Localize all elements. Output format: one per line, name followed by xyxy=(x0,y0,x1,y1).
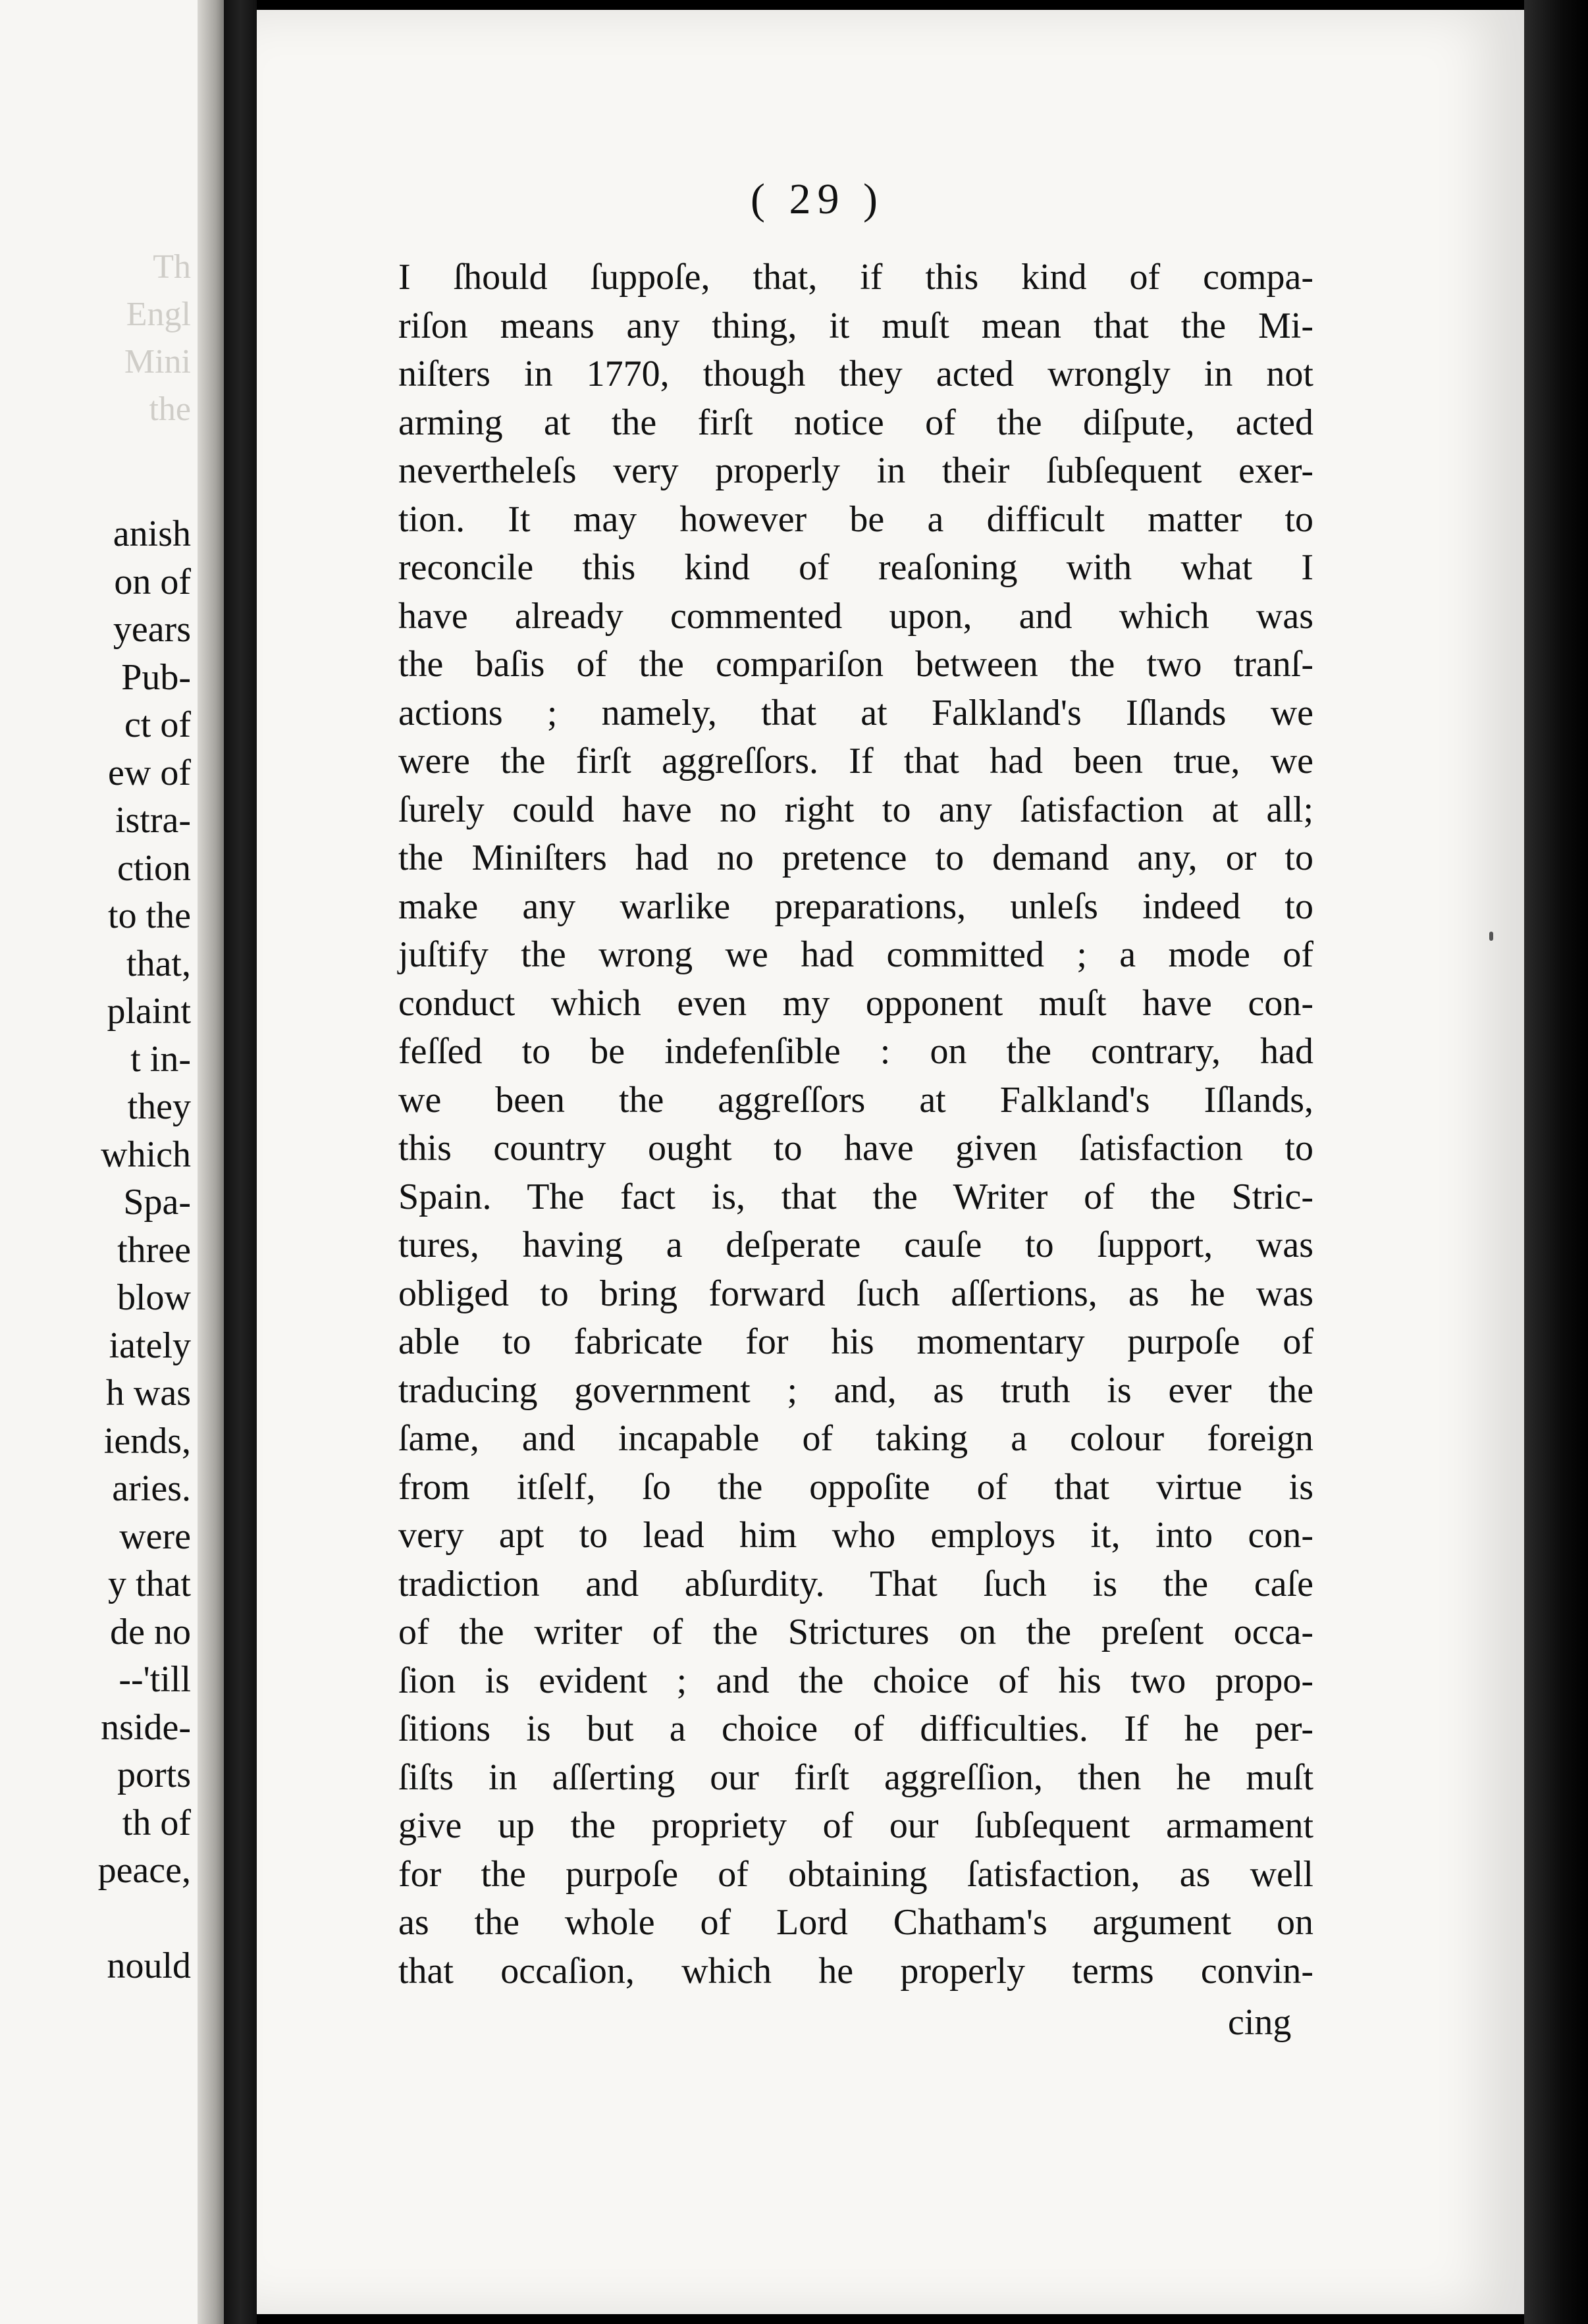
left-line: blow xyxy=(117,1277,191,1318)
left-line: that, xyxy=(126,943,191,984)
left-page-faint-fragments xyxy=(0,244,198,433)
text-line: as the whole of Lord Chatham's argument on xyxy=(398,1902,1313,1943)
text-line: reconcile this kind of reaſoning with what I xyxy=(398,547,1313,588)
text-line: conduct which even my opponent muſt have con- xyxy=(398,982,1313,1024)
text-line: the Miniſters had no pretence to demand any, or to xyxy=(398,837,1313,878)
text-line: make any warlike preparations, unleſs indeed to xyxy=(398,885,1313,927)
text-line: we been the aggreſſors at Falkland's Iſlands, xyxy=(398,1079,1313,1121)
text-line: feſſed to be indefenſible : on the contrary, had xyxy=(398,1031,1313,1072)
left-line: aries. xyxy=(112,1468,191,1509)
ink-speck xyxy=(1489,932,1493,941)
left-line: to the xyxy=(108,895,191,936)
text-line: for the purpoſe of obtaining ſatisfaction, as well xyxy=(398,1853,1313,1895)
text-line: riſon means any thing, it muſt mean that the Mi- xyxy=(398,305,1313,346)
text-line: give up the propriety of our ſubſequent armament xyxy=(398,1805,1313,1846)
text-line: Spain. The fact is, that the Writer of the Stric- xyxy=(398,1176,1313,1217)
left-line: plaint xyxy=(107,991,191,1032)
text-line: obliged to bring forward ſuch aſſertions, as he was xyxy=(398,1273,1313,1314)
text-line: tures, having a deſperate cauſe to ſupport, was xyxy=(398,1225,1313,1265)
left-line: --'till xyxy=(119,1659,191,1700)
left-line: iately xyxy=(109,1325,191,1366)
left-line: h was xyxy=(105,1373,191,1413)
left-page-text xyxy=(0,510,198,1990)
text-line: tion. It may however be a difficult matter to xyxy=(398,498,1313,540)
left-line: ew of xyxy=(108,752,191,793)
catchword: cing xyxy=(1228,2002,1292,2043)
left-line: which xyxy=(101,1134,191,1175)
left-line: nould xyxy=(107,1945,191,1986)
left-line: they xyxy=(127,1086,191,1127)
left-faint-line: Th xyxy=(153,248,191,286)
left-line: ct of xyxy=(124,704,191,745)
left-page-shadow xyxy=(198,0,224,2324)
left-line: Spa- xyxy=(123,1182,191,1223)
page-number: ( 29 ) xyxy=(751,175,884,223)
text-line: ſion is evident ; and the choice of his two propo- xyxy=(398,1660,1313,1701)
text-line: ſitions is but a choice of difficulties. If he per- xyxy=(398,1708,1313,1749)
left-line: anish xyxy=(113,514,191,554)
text-line: niſters in 1770, though they acted wrongly in not xyxy=(398,354,1313,394)
text-line: able to fabricate for his momentary purpoſe of xyxy=(398,1321,1313,1362)
left-faint-line: Mini xyxy=(124,343,191,381)
text-line: tradiction and abſurdity. That ſuch is the caſe xyxy=(398,1563,1313,1604)
text-line: from itſelf, ſo the oppoſite of that virtue is xyxy=(398,1466,1313,1508)
text-line: actions ; namely, that at Falkland's Iſlands we xyxy=(398,692,1313,733)
left-line: peace, xyxy=(97,1850,191,1891)
right-page-edge xyxy=(1524,0,1588,2324)
text-line: nevertheleſs very properly in their ſubſequent exer- xyxy=(398,450,1313,491)
text-line: I ſhould ſuppoſe, that, if this kind of compa- xyxy=(398,257,1313,298)
text-line: this country ought to have given ſatisfaction to xyxy=(398,1128,1313,1169)
text-line: the baſis of the compariſon between the two tranſ- xyxy=(398,644,1313,685)
left-line: years xyxy=(113,609,191,650)
left-line: th of xyxy=(122,1802,191,1843)
left-line: three xyxy=(117,1229,191,1271)
left-line: de no xyxy=(110,1611,191,1652)
text-line: ſurely could have no right to any ſatisfaction at all; xyxy=(398,789,1313,830)
text-line: that occaſion, which he properly terms convin- xyxy=(398,1950,1313,1992)
text-line: arming at the firſt notice of the diſpute, acted xyxy=(398,402,1313,443)
left-line: t in- xyxy=(130,1038,191,1080)
left-line: iends, xyxy=(103,1420,191,1462)
text-line: traducing government ; and, as truth is ever the xyxy=(398,1369,1313,1411)
text-line: very apt to lead him who employs it, into con- xyxy=(398,1515,1313,1556)
left-line: were xyxy=(119,1516,191,1557)
text-line: ſiſts in aſſerting our firſt aggreſſion, then he muſt xyxy=(398,1756,1313,1798)
main-text-block xyxy=(398,253,1313,1995)
left-line: ction xyxy=(117,847,191,889)
left-faint-line: Engl xyxy=(126,296,191,333)
text-line: juſtify the wrong we had committed ; a mode of xyxy=(398,934,1313,975)
left-faint-line: the xyxy=(149,390,191,428)
left-line: istra- xyxy=(115,800,191,841)
left-page xyxy=(0,0,224,2324)
text-line: of the writer of the Strictures on the preſent occa- xyxy=(398,1612,1313,1652)
text-line: ſame, and incapable of taking a colour foreign xyxy=(398,1418,1313,1459)
left-line: nside- xyxy=(101,1706,191,1748)
left-line: on of xyxy=(114,561,191,602)
left-line: Pub- xyxy=(121,656,191,698)
left-line: y that xyxy=(108,1564,191,1604)
left-line xyxy=(0,1895,198,1943)
book-gutter xyxy=(224,0,257,2324)
text-line: were the firſt aggreſſors. If that had been true, we xyxy=(398,741,1313,781)
left-line: ports xyxy=(117,1755,191,1795)
text-line: have already commented upon, and which was xyxy=(398,595,1313,637)
